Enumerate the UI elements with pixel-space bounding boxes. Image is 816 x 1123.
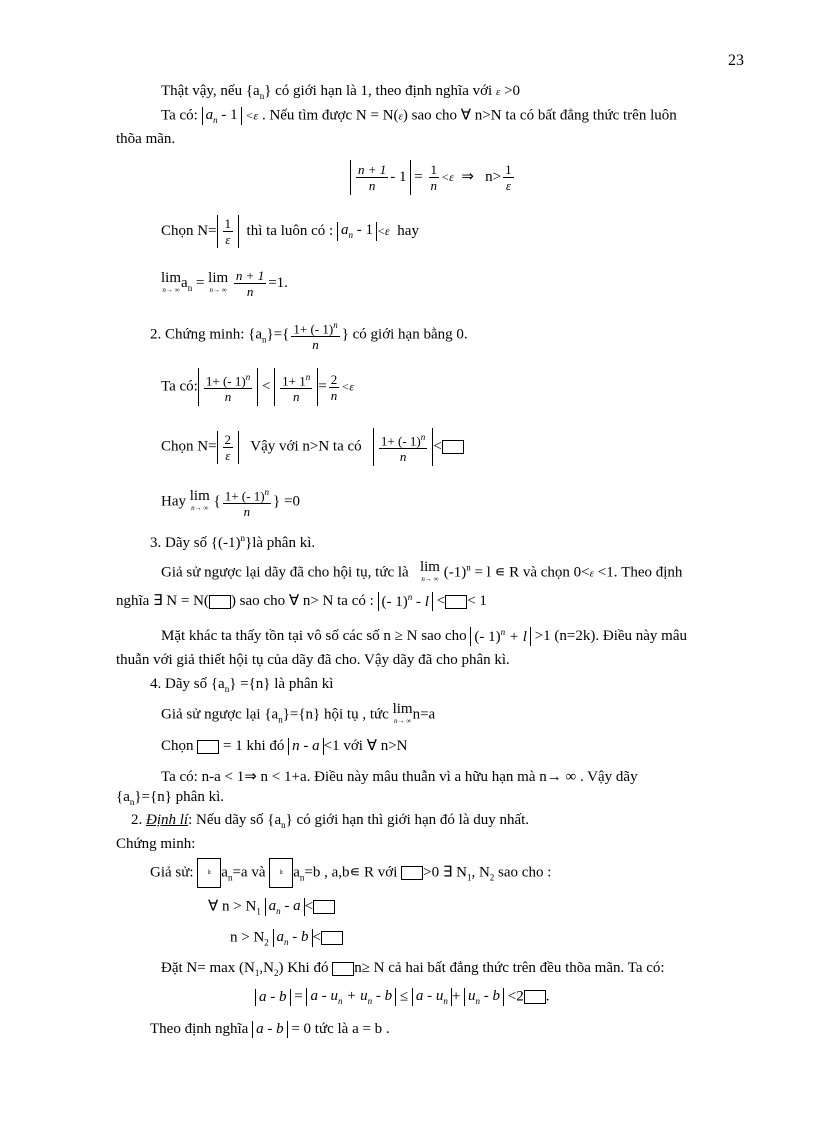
text: nghĩa ∃ N = N(	[116, 593, 209, 610]
abs-value: (- 1)$^n$ + l	[470, 627, 531, 646]
den: ε	[225, 447, 231, 463]
text: Mặt khác ta thấy tồn tại vô số các số n ≥ N sao cho	[161, 628, 467, 645]
text: =	[318, 378, 327, 395]
page-number: 23	[728, 52, 744, 69]
den: n	[292, 389, 300, 405]
fraction: $\frac{1+ (- 1)^n}{n}$	[293, 320, 338, 353]
num: 2	[330, 371, 338, 387]
limit	[161, 269, 182, 296]
text: <2	[507, 988, 524, 1005]
den: n	[224, 389, 232, 405]
fraction	[356, 162, 388, 193]
text: Chọn N=	[161, 438, 217, 455]
abs-value: (- 1)$^n$ - l	[378, 592, 433, 611]
text-line-22: Chứng minh:	[116, 836, 196, 852]
text: = 0 tức là a = b .	[291, 1021, 390, 1038]
lim-sub: n→ ∞	[209, 285, 227, 294]
text: <ε	[441, 169, 454, 184]
text: } có giới hạn là 1, theo định nghĩa với	[264, 83, 493, 99]
text-line-26: Đặt $N= \max (N_1,N_2)$ Khi đó n≥ N cả hai bất đẳng thức trên đều thõa mãn. Ta có:	[161, 960, 665, 978]
limit	[190, 490, 210, 514]
den: n	[368, 178, 376, 193]
abs-value: $a - u_n + u_n - b$	[306, 988, 396, 1006]
text: Vậy với n>N ta có	[250, 438, 362, 455]
text-line-7: 2. Chứng minh: $\{a_n\}=${ $\frac{1+ (- 1)^n}{n}$ } có giới hạn bằng 0.	[150, 320, 468, 353]
missing-symbol-box	[332, 962, 354, 976]
text: , N	[471, 864, 490, 881]
abs-value: $a_n - 1$	[337, 222, 377, 240]
den: n	[246, 284, 254, 299]
text-line-21: 2. Định lí: Nếu dãy số $\{a_n\}$ có giới hạn thì giới hạn đó là duy nhất.	[131, 812, 530, 830]
var: a	[268, 898, 277, 914]
text: (-1)	[443, 564, 467, 581]
text-line-3: thõa mãn.	[116, 131, 176, 147]
text: Ta có:	[161, 107, 198, 124]
text: {a	[116, 789, 130, 805]
lim: lim	[419, 559, 440, 575]
num: 1	[224, 216, 232, 231]
arrow: ⇒	[461, 168, 474, 185]
text-line-12: Giả sử ngược lại dãy đã cho hội tụ, tức là lim n→ ∞ $(-1)^n = l$ ∊ R và chọn 0<ε <1. Theo định	[161, 559, 683, 583]
text: Giả sử ngược lại dãy đã cho hội tụ, tức là	[161, 564, 409, 581]
num: 1	[430, 162, 437, 177]
text: Chọn N=	[161, 222, 217, 239]
lim-sub: n→ ∞	[191, 504, 209, 513]
text: - b	[375, 988, 393, 1004]
text: Theo định nghĩa	[150, 1021, 249, 1038]
fraction	[234, 268, 266, 299]
text: <1 với ∀ n>N	[323, 738, 408, 755]
text: Hay	[161, 493, 186, 510]
abs-value: a - b	[252, 1021, 288, 1038]
text: - l	[416, 594, 429, 610]
missing-symbol-box	[524, 990, 546, 1004]
text: a	[221, 864, 228, 881]
text-line-19: Ta có: n-a < 1⇒ n < 1+a. Điều này mâu thuẫn vì a hữu hạn mà n→ ∞ . Vậy dãy	[161, 769, 638, 785]
num: n + 1	[358, 162, 387, 177]
abs-value	[274, 368, 318, 406]
text: <ε	[341, 379, 355, 394]
text: } có giới hạn bằng 0.	[341, 326, 468, 343]
fraction	[223, 432, 234, 463]
text: +	[451, 988, 461, 1005]
text: =	[414, 168, 423, 185]
missing-symbol-box	[321, 931, 343, 945]
text: - 1	[356, 222, 373, 239]
fraction	[429, 162, 440, 193]
text: sao cho :	[498, 864, 552, 881]
text: - 1	[390, 168, 407, 185]
fraction: $\frac{1+ (- 1)^n}{n}$	[380, 432, 426, 465]
text: hay	[397, 222, 419, 239]
text: < 1	[467, 593, 487, 610]
text: }={	[266, 326, 290, 343]
den: ε	[225, 232, 231, 247]
den: n	[399, 449, 407, 465]
limit	[208, 269, 229, 296]
den: n	[430, 178, 437, 193]
fraction	[329, 372, 340, 403]
text-line-14	[161, 627, 687, 646]
num: 1+ (- 1)	[224, 488, 265, 504]
forall: ∀	[460, 107, 472, 124]
text: Ta có:	[161, 378, 198, 395]
text: =b , a,b∊ R với	[304, 864, 398, 881]
lim: lim	[392, 701, 413, 717]
text: Đặt N= max (N	[161, 960, 255, 976]
text: }={n} hội tụ , tức	[282, 706, 389, 723]
text: (- 1)	[381, 594, 408, 610]
var: a	[205, 107, 214, 123]
missing-symbol-box	[442, 440, 464, 454]
text: <ε	[376, 223, 390, 238]
den: ε	[505, 178, 511, 193]
abs-value: a - $u_n$	[412, 988, 452, 1006]
equation-1	[350, 160, 516, 195]
text: }là phân kì.	[245, 535, 316, 551]
text: 2.	[131, 812, 143, 828]
missing-limit-box: lt	[269, 858, 293, 888]
text-line-23: Giả sử: lt $a_n=a$ và lt $a_n=b$ , a,b∊ R với >0 ∃ $N_1$, $N_2$ sao cho :	[150, 858, 551, 888]
lim-sub: n→ ∞	[421, 575, 439, 583]
text: >0	[504, 83, 521, 99]
text-line-18	[161, 738, 408, 755]
abs-value: $a_n - 1$	[202, 107, 242, 125]
text: =a và	[232, 864, 266, 881]
lim-sub: n→ ∞	[162, 285, 180, 294]
text: } ={n} là phân kì	[229, 676, 334, 692]
missing-symbol-box	[197, 740, 219, 754]
text: n>	[485, 168, 502, 185]
text-line-9: Chọn N= $\frac{2}{\varepsilon}$ Vậy với n>N ta có $\frac{1+ (- 1)^n}{n}$ <	[161, 428, 464, 466]
abs-value	[373, 428, 433, 466]
num: 1+ 1	[282, 373, 306, 389]
text: = 1 khi đó	[223, 738, 285, 755]
text-line-11: 3. Dãy số $\{(-1)^n\}là$ phân kì.	[150, 533, 316, 551]
fraction: $\frac{1+ (- 1)^n}{n}$	[205, 372, 251, 405]
bracket	[217, 431, 240, 464]
text: Thật vậy, nếu {a	[161, 83, 260, 99]
text: ,N	[259, 960, 274, 976]
var: a	[276, 929, 285, 945]
limit	[420, 561, 440, 585]
text-line-17: Giả sử ngược lại $\{a_n\}=\{n\}$ hội tụ , tức lim n→ ∞ n=a	[161, 701, 436, 725]
text-line-28	[150, 1021, 390, 1038]
text: - 1	[221, 107, 238, 123]
text: =1.	[268, 274, 288, 291]
text: n=a	[412, 706, 436, 723]
abs-value: $a_n$ - a	[265, 898, 305, 916]
abs-value: a - b	[255, 989, 291, 1006]
equation-3: Ta có: $\frac{1+ (- 1)^n}{n}$ < $\frac{1+ 1^n}{n}$ = $\frac{2}{n}$ <ε	[161, 368, 354, 406]
abs-value: n - a	[288, 738, 324, 755]
missing-symbol-box	[445, 595, 467, 609]
text: + l	[508, 629, 527, 645]
text: n≥ N cả hai bất đẳng thức trên đều thõa mãn. Ta có:	[354, 960, 665, 976]
text: + u	[346, 988, 368, 1004]
text: n > N	[230, 929, 265, 946]
text: thì ta luôn có :	[246, 222, 334, 239]
equation-2: lim n→ ∞ $a_n$ = lim n→ ∞ $\frac{n + 1}{n}$ =1.	[161, 268, 288, 299]
abs-value: $a_n$ - b	[273, 929, 313, 947]
abs-value	[198, 368, 258, 406]
text: . Nếu tìm được N = N(	[261, 107, 399, 124]
text: >1 (n=2k). Điều này mâu	[534, 628, 688, 645]
num: 2	[224, 431, 232, 447]
fraction: $\frac{1+ (- 1)^n}{n}$	[224, 487, 270, 520]
var: b	[301, 929, 309, 945]
text: a - u	[310, 988, 338, 1004]
text: } =0	[273, 493, 300, 510]
num: 1+ (- 1)	[380, 433, 421, 449]
text: ) sao cho	[402, 107, 458, 124]
lim-sub: n→ ∞	[393, 717, 412, 725]
den: n	[243, 504, 251, 520]
text-line-15: thuẫn với giả thiết hội tụ của dãy đã cho. Vậy dãy đã cho phân kì.	[116, 652, 510, 668]
num: 1	[505, 162, 512, 177]
var: a	[340, 222, 349, 239]
den: n	[330, 387, 338, 403]
num: n + 1	[235, 268, 265, 283]
epsilon: ε	[495, 86, 501, 98]
text: >0 ∃ N	[423, 864, 467, 881]
missing-symbol-box	[313, 900, 335, 914]
equation-4: Hay lim n→ ∞ { $\frac{1+ (- 1)^n}{n}$ } =0	[161, 487, 300, 520]
text: } có giới hạn thì giới hạn đó là duy nhất.	[285, 812, 530, 828]
text: (- 1)	[474, 629, 501, 645]
text: Chọn	[161, 738, 194, 755]
lim: lim	[161, 269, 182, 286]
num: 1+ (- 1)	[293, 321, 334, 337]
fraction	[223, 216, 234, 247]
text: <ε	[245, 108, 259, 123]
text-line-16: 4. Dãy số $\{a_n\} =\{n\}$ là phân kì	[150, 676, 334, 694]
text: n>N ta có bất đẳng thức trên luôn	[474, 107, 677, 124]
text-line-1: Thật vậy, nếu $\{a_n\}$ có giới hạn là 1, theo định nghĩa với ε >0	[161, 83, 521, 101]
text: ∀ n > N	[208, 898, 257, 915]
text: a	[293, 864, 300, 881]
text: }={n} phân kì.	[134, 789, 224, 805]
epsilon: ε	[398, 110, 403, 123]
text-line-20: $\{a_n\}=\{n\}$ phân kì.	[116, 789, 224, 807]
text: <1. Theo định	[597, 564, 683, 581]
den: n	[312, 337, 319, 353]
text: ≤	[399, 988, 409, 1005]
text: a - u	[415, 988, 444, 1004]
abs-value: $u_n$ - b	[464, 988, 504, 1006]
text: Giả sử:	[150, 864, 194, 881]
equation-5: $a - b = a - u_n + u_n - b \le a - u_n + u_n - b <2$ .	[255, 988, 550, 1006]
text: - b	[483, 988, 501, 1004]
missing-limit-box: lt	[197, 858, 221, 888]
text: : Nếu dãy số {a	[188, 812, 282, 828]
epsilon: ε	[589, 567, 594, 580]
text: Giả sử ngược lại {a	[161, 706, 279, 723]
text-line-5	[161, 215, 419, 248]
fraction	[503, 162, 514, 193]
missing-symbol-box	[401, 866, 423, 880]
text: 4. Dãy số {a	[150, 676, 225, 692]
text-line-2	[161, 107, 677, 125]
num: 1+ (- 1)	[205, 373, 246, 389]
lim: lim	[208, 269, 229, 286]
abs-value	[350, 160, 411, 195]
missing-symbol-box	[209, 595, 231, 609]
text-line-13: nghĩa ∃ N = N( ) sao cho ∀ n> N ta có : (- 1)$^n$ - l < < 1	[116, 592, 487, 610]
limit	[393, 703, 413, 727]
text-line-24: ∀ $n > N_1$ $a_n$ - a <	[208, 898, 335, 917]
bracket	[217, 215, 240, 248]
theorem-label: Định lí	[146, 812, 189, 828]
text: 2. Chứng minh: {a	[150, 326, 262, 343]
text: ) Khi đó	[278, 960, 329, 976]
text-line-25: $n > N_2$ $a_n$ - b <	[230, 929, 343, 948]
fraction: $\frac{1+ 1^n}{n}$	[282, 372, 311, 405]
lim: lim	[189, 488, 210, 505]
text: = l ∊ R và chọn 0<	[474, 564, 590, 581]
text: 3. Dãy số {(-1)	[150, 535, 241, 551]
text: ) sao cho ∀ n> N ta có :	[230, 593, 374, 610]
